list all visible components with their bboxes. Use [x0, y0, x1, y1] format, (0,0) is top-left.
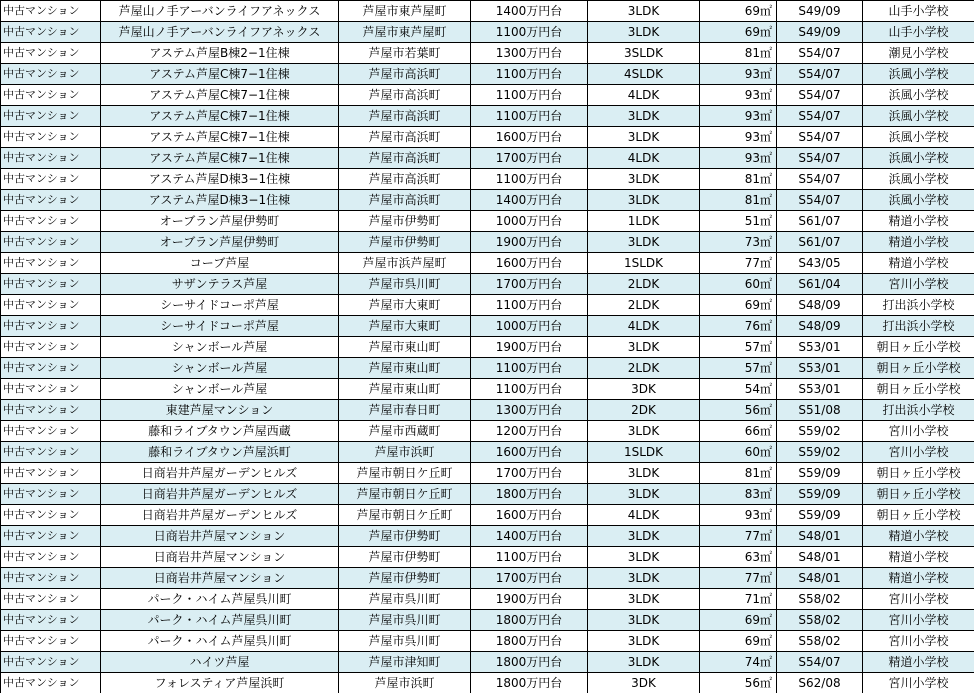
property-name-cell: 日商岩井芦屋ガーデンヒルズ [101, 484, 339, 505]
floor-plan-cell: 4LDK [588, 505, 700, 526]
price-cell: 1100万円台 [471, 358, 588, 379]
floor-plan-cell: 3LDK [588, 169, 700, 190]
property-name-cell: 日商岩井芦屋ガーデンヒルズ [101, 505, 339, 526]
floor-plan-cell: 3LDK [588, 232, 700, 253]
address-cell: 芦屋市東山町 [339, 337, 471, 358]
table-row [1, 379, 974, 400]
property-name-cell: 日商岩井芦屋マンション [101, 547, 339, 568]
built-date-cell: S54/07 [777, 106, 863, 127]
floor-plan-cell: 3LDK [588, 463, 700, 484]
address-cell: 芦屋市呉川町 [339, 589, 471, 610]
table-row [1, 568, 974, 589]
property-name-cell: アステム芦屋C棟7−1住棟 [101, 148, 339, 169]
school-district-cell: 宮川小学校 [863, 631, 974, 652]
built-date-cell: S49/09 [777, 1, 863, 22]
built-date-cell: S61/07 [777, 211, 863, 232]
listing-type-cell: 中古マンション [1, 505, 101, 526]
floor-plan-cell: 3LDK [588, 547, 700, 568]
school-district-cell: 朝日ヶ丘小学校 [863, 463, 974, 484]
property-name-cell: オーブラン芦屋伊勢町 [101, 232, 339, 253]
built-date-cell: S48/09 [777, 316, 863, 337]
price-cell: 1100万円台 [471, 295, 588, 316]
school-district-cell: 精道小学校 [863, 547, 974, 568]
address-cell: 芦屋市浜芦屋町 [339, 253, 471, 274]
floor-area-cell: 56㎡ [700, 400, 777, 421]
property-name-cell: シーサイドコーポ芦屋 [101, 295, 339, 316]
floor-plan-cell: 1LDK [588, 211, 700, 232]
floor-plan-cell: 3LDK [588, 568, 700, 589]
floor-plan-cell: 4LDK [588, 85, 700, 106]
address-cell: 芦屋市高浜町 [339, 106, 471, 127]
table-row [1, 421, 974, 442]
listing-type-cell: 中古マンション [1, 400, 101, 421]
price-cell: 1900万円台 [471, 337, 588, 358]
price-cell: 1000万円台 [471, 316, 588, 337]
floor-plan-cell: 3LDK [588, 589, 700, 610]
table-row [1, 64, 974, 85]
built-date-cell: S54/07 [777, 652, 863, 673]
listing-type-cell: 中古マンション [1, 106, 101, 127]
address-cell: 芦屋市伊勢町 [339, 232, 471, 253]
floor-area-cell: 81㎡ [700, 463, 777, 484]
address-cell: 芦屋市高浜町 [339, 85, 471, 106]
price-cell: 1100万円台 [471, 64, 588, 85]
table-row [1, 400, 974, 421]
address-cell: 芦屋市東芦屋町 [339, 1, 471, 22]
price-cell: 1300万円台 [471, 43, 588, 64]
price-cell: 1100万円台 [471, 547, 588, 568]
floor-plan-cell: 3LDK [588, 337, 700, 358]
address-cell: 芦屋市東芦屋町 [339, 22, 471, 43]
school-district-cell: 浜風小学校 [863, 169, 974, 190]
listing-type-cell: 中古マンション [1, 463, 101, 484]
listing-type-cell: 中古マンション [1, 1, 101, 22]
floor-area-cell: 83㎡ [700, 484, 777, 505]
address-cell: 芦屋市高浜町 [339, 169, 471, 190]
school-district-cell: 打出浜小学校 [863, 400, 974, 421]
property-name-cell: パーク・ハイム芦屋呉川町 [101, 589, 339, 610]
floor-plan-cell: 4LDK [588, 316, 700, 337]
floor-area-cell: 69㎡ [700, 631, 777, 652]
listing-type-cell: 中古マンション [1, 337, 101, 358]
table-row [1, 547, 974, 568]
built-date-cell: S59/09 [777, 484, 863, 505]
school-district-cell: 宮川小学校 [863, 673, 974, 693]
school-district-cell: 精道小学校 [863, 211, 974, 232]
address-cell: 芦屋市高浜町 [339, 148, 471, 169]
floor-plan-cell: 2LDK [588, 358, 700, 379]
built-date-cell: S61/07 [777, 232, 863, 253]
listing-type-cell: 中古マンション [1, 379, 101, 400]
property-name-cell: ハイツ芦屋 [101, 652, 339, 673]
floor-area-cell: 69㎡ [700, 610, 777, 631]
built-date-cell: S53/01 [777, 379, 863, 400]
school-district-cell: 宮川小学校 [863, 274, 974, 295]
floor-area-cell: 69㎡ [700, 22, 777, 43]
school-district-cell: 宮川小学校 [863, 442, 974, 463]
floor-area-cell: 57㎡ [700, 337, 777, 358]
floor-plan-cell: 2LDK [588, 274, 700, 295]
table-row [1, 505, 974, 526]
built-date-cell: S62/08 [777, 673, 863, 693]
listing-type-cell: 中古マンション [1, 652, 101, 673]
listing-type-cell: 中古マンション [1, 85, 101, 106]
address-cell: 芦屋市伊勢町 [339, 568, 471, 589]
listing-type-cell: 中古マンション [1, 253, 101, 274]
listing-type-cell: 中古マンション [1, 631, 101, 652]
table-row [1, 610, 974, 631]
table-row [1, 253, 974, 274]
listing-type-cell: 中古マンション [1, 568, 101, 589]
school-district-cell: 潮見小学校 [863, 43, 974, 64]
listing-type-cell: 中古マンション [1, 589, 101, 610]
address-cell: 芦屋市呉川町 [339, 274, 471, 295]
listing-type-cell: 中古マンション [1, 190, 101, 211]
price-cell: 1800万円台 [471, 631, 588, 652]
school-district-cell: 朝日ヶ丘小学校 [863, 358, 974, 379]
property-name-cell: 日商岩井芦屋マンション [101, 568, 339, 589]
price-cell: 1000万円台 [471, 211, 588, 232]
school-district-cell: 浜風小学校 [863, 127, 974, 148]
floor-area-cell: 69㎡ [700, 1, 777, 22]
built-date-cell: S58/02 [777, 589, 863, 610]
built-date-cell: S48/01 [777, 568, 863, 589]
floor-area-cell: 81㎡ [700, 43, 777, 64]
floor-area-cell: 76㎡ [700, 316, 777, 337]
property-name-cell: アステム芦屋C棟7−1住棟 [101, 127, 339, 148]
floor-plan-cell: 3LDK [588, 127, 700, 148]
property-name-cell: 藤和ライブタウン芦屋西蔵 [101, 421, 339, 442]
school-district-cell: 打出浜小学校 [863, 295, 974, 316]
listing-type-cell: 中古マンション [1, 148, 101, 169]
floor-plan-cell: 2DK [588, 400, 700, 421]
price-cell: 1700万円台 [471, 274, 588, 295]
property-name-cell: フォレスティア芦屋浜町 [101, 673, 339, 693]
property-name-cell: 日商岩井芦屋マンション [101, 526, 339, 547]
floor-area-cell: 77㎡ [700, 568, 777, 589]
floor-area-cell: 81㎡ [700, 169, 777, 190]
table-row [1, 274, 974, 295]
floor-area-cell: 56㎡ [700, 673, 777, 693]
price-cell: 1100万円台 [471, 169, 588, 190]
built-date-cell: S51/08 [777, 400, 863, 421]
floor-area-cell: 51㎡ [700, 211, 777, 232]
price-cell: 1700万円台 [471, 568, 588, 589]
listing-type-cell: 中古マンション [1, 547, 101, 568]
built-date-cell: S59/02 [777, 421, 863, 442]
listing-type-cell: 中古マンション [1, 484, 101, 505]
price-cell: 1400万円台 [471, 190, 588, 211]
price-cell: 1900万円台 [471, 232, 588, 253]
built-date-cell: S54/07 [777, 43, 863, 64]
address-cell: 芦屋市若葉町 [339, 43, 471, 64]
school-district-cell: 精道小学校 [863, 526, 974, 547]
table-row [1, 442, 974, 463]
address-cell: 芦屋市高浜町 [339, 64, 471, 85]
floor-plan-cell: 3LDK [588, 631, 700, 652]
address-cell: 芦屋市呉川町 [339, 631, 471, 652]
table-row [1, 22, 974, 43]
built-date-cell: S49/09 [777, 22, 863, 43]
table-row [1, 295, 974, 316]
table-row [1, 463, 974, 484]
price-cell: 1800万円台 [471, 610, 588, 631]
table-row [1, 1, 974, 22]
property-name-cell: 芦屋山ノ手アーバンライフアネックス [101, 1, 339, 22]
property-name-cell: アステム芦屋B棟2−1住棟 [101, 43, 339, 64]
floor-plan-cell: 3LDK [588, 652, 700, 673]
built-date-cell: S48/01 [777, 547, 863, 568]
floor-plan-cell: 2LDK [588, 295, 700, 316]
school-district-cell: 打出浜小学校 [863, 316, 974, 337]
floor-plan-cell: 3DK [588, 379, 700, 400]
table-row [1, 190, 974, 211]
school-district-cell: 浜風小学校 [863, 85, 974, 106]
built-date-cell: S54/07 [777, 148, 863, 169]
table-row [1, 526, 974, 547]
address-cell: 芦屋市大東町 [339, 295, 471, 316]
address-cell: 芦屋市東山町 [339, 358, 471, 379]
address-cell: 芦屋市朝日ケ丘町 [339, 505, 471, 526]
property-name-cell: サザンテラス芦屋 [101, 274, 339, 295]
school-district-cell: 浜風小学校 [863, 106, 974, 127]
listing-type-cell: 中古マンション [1, 526, 101, 547]
table-row [1, 673, 974, 693]
listing-type-cell: 中古マンション [1, 442, 101, 463]
listing-type-cell: 中古マンション [1, 274, 101, 295]
price-cell: 1700万円台 [471, 148, 588, 169]
school-district-cell: 浜風小学校 [863, 64, 974, 85]
school-district-cell: 浜風小学校 [863, 148, 974, 169]
floor-area-cell: 74㎡ [700, 652, 777, 673]
built-date-cell: S59/09 [777, 505, 863, 526]
price-cell: 1800万円台 [471, 673, 588, 693]
property-name-cell: アステム芦屋D棟3−1住棟 [101, 190, 339, 211]
address-cell: 芦屋市呉川町 [339, 610, 471, 631]
property-name-cell: パーク・ハイム芦屋呉川町 [101, 610, 339, 631]
property-name-cell: シャンボール芦屋 [101, 358, 339, 379]
floor-plan-cell: 3LDK [588, 610, 700, 631]
floor-area-cell: 60㎡ [700, 442, 777, 463]
address-cell: 芦屋市津知町 [339, 652, 471, 673]
table-row [1, 127, 974, 148]
floor-area-cell: 93㎡ [700, 106, 777, 127]
school-district-cell: 精道小学校 [863, 568, 974, 589]
floor-area-cell: 57㎡ [700, 358, 777, 379]
built-date-cell: S53/01 [777, 358, 863, 379]
floor-area-cell: 81㎡ [700, 190, 777, 211]
built-date-cell: S58/02 [777, 610, 863, 631]
floor-area-cell: 63㎡ [700, 547, 777, 568]
school-district-cell: 朝日ヶ丘小学校 [863, 379, 974, 400]
built-date-cell: S43/05 [777, 253, 863, 274]
listing-type-cell: 中古マンション [1, 211, 101, 232]
floor-plan-cell: 3LDK [588, 526, 700, 547]
floor-area-cell: 60㎡ [700, 274, 777, 295]
floor-plan-cell: 3SLDK [588, 43, 700, 64]
floor-area-cell: 93㎡ [700, 505, 777, 526]
floor-plan-cell: 1SLDK [588, 253, 700, 274]
price-cell: 1400万円台 [471, 526, 588, 547]
school-district-cell: 朝日ヶ丘小学校 [863, 505, 974, 526]
address-cell: 芦屋市春日町 [339, 400, 471, 421]
price-cell: 1100万円台 [471, 85, 588, 106]
price-cell: 1100万円台 [471, 106, 588, 127]
property-name-cell: シャンボール芦屋 [101, 337, 339, 358]
price-cell: 1600万円台 [471, 127, 588, 148]
property-name-cell: シャンボール芦屋 [101, 379, 339, 400]
listing-type-cell: 中古マンション [1, 610, 101, 631]
built-date-cell: S54/07 [777, 64, 863, 85]
built-date-cell: S59/09 [777, 463, 863, 484]
property-name-cell: アステム芦屋C棟7−1住棟 [101, 64, 339, 85]
address-cell: 芦屋市浜町 [339, 442, 471, 463]
floor-plan-cell: 3LDK [588, 421, 700, 442]
property-name-cell: オーブラン芦屋伊勢町 [101, 211, 339, 232]
table-row [1, 106, 974, 127]
table-row [1, 631, 974, 652]
built-date-cell: S48/01 [777, 526, 863, 547]
floor-plan-cell: 3LDK [588, 484, 700, 505]
address-cell: 芦屋市西蔵町 [339, 421, 471, 442]
floor-plan-cell: 3DK [588, 673, 700, 693]
floor-area-cell: 77㎡ [700, 253, 777, 274]
address-cell: 芦屋市高浜町 [339, 190, 471, 211]
listing-type-cell: 中古マンション [1, 43, 101, 64]
price-cell: 1900万円台 [471, 589, 588, 610]
table-row [1, 43, 974, 64]
floor-area-cell: 77㎡ [700, 526, 777, 547]
school-district-cell: 宮川小学校 [863, 589, 974, 610]
property-name-cell: コーブ芦屋 [101, 253, 339, 274]
property-name-cell: アステム芦屋C棟7−1住棟 [101, 85, 339, 106]
listing-type-cell: 中古マンション [1, 316, 101, 337]
table-body [1, 1, 974, 693]
floor-area-cell: 71㎡ [700, 589, 777, 610]
listing-type-cell: 中古マンション [1, 22, 101, 43]
table-row [1, 589, 974, 610]
school-district-cell: 山手小学校 [863, 1, 974, 22]
floor-plan-cell: 3LDK [588, 106, 700, 127]
listing-type-cell: 中古マンション [1, 232, 101, 253]
built-date-cell: S59/02 [777, 442, 863, 463]
address-cell: 芦屋市伊勢町 [339, 211, 471, 232]
floor-area-cell: 73㎡ [700, 232, 777, 253]
floor-area-cell: 93㎡ [700, 127, 777, 148]
price-cell: 1800万円台 [471, 484, 588, 505]
floor-area-cell: 93㎡ [700, 85, 777, 106]
school-district-cell: 朝日ヶ丘小学校 [863, 337, 974, 358]
school-district-cell: 精道小学校 [863, 253, 974, 274]
price-cell: 1700万円台 [471, 463, 588, 484]
built-date-cell: S54/07 [777, 85, 863, 106]
property-name-cell: シーサイドコーポ芦屋 [101, 316, 339, 337]
price-cell: 1600万円台 [471, 253, 588, 274]
address-cell: 芦屋市朝日ケ丘町 [339, 463, 471, 484]
listing-type-cell: 中古マンション [1, 673, 101, 693]
property-name-cell: 東建芦屋マンション [101, 400, 339, 421]
school-district-cell: 浜風小学校 [863, 190, 974, 211]
address-cell: 芦屋市伊勢町 [339, 526, 471, 547]
built-date-cell: S54/07 [777, 190, 863, 211]
floor-area-cell: 66㎡ [700, 421, 777, 442]
listing-type-cell: 中古マンション [1, 64, 101, 85]
property-name-cell: パーク・ハイム芦屋呉川町 [101, 631, 339, 652]
property-name-cell: 芦屋山ノ手アーバンライフアネックス [101, 22, 339, 43]
floor-plan-cell: 1SLDK [588, 442, 700, 463]
school-district-cell: 山手小学校 [863, 22, 974, 43]
address-cell: 芦屋市伊勢町 [339, 547, 471, 568]
price-cell: 1200万円台 [471, 421, 588, 442]
school-district-cell: 精道小学校 [863, 232, 974, 253]
built-date-cell: S58/02 [777, 631, 863, 652]
price-cell: 1300万円台 [471, 400, 588, 421]
table-row [1, 211, 974, 232]
table-row [1, 484, 974, 505]
school-district-cell: 朝日ヶ丘小学校 [863, 484, 974, 505]
built-date-cell: S48/09 [777, 295, 863, 316]
school-district-cell: 宮川小学校 [863, 421, 974, 442]
price-cell: 1600万円台 [471, 505, 588, 526]
price-cell: 1100万円台 [471, 379, 588, 400]
listing-type-cell: 中古マンション [1, 169, 101, 190]
property-name-cell: 藤和ライブタウン芦屋浜町 [101, 442, 339, 463]
floor-plan-cell: 4LDK [588, 148, 700, 169]
table-row [1, 148, 974, 169]
table-row [1, 358, 974, 379]
floor-plan-cell: 3LDK [588, 1, 700, 22]
floor-area-cell: 93㎡ [700, 64, 777, 85]
address-cell: 芦屋市朝日ケ丘町 [339, 484, 471, 505]
floor-plan-cell: 3LDK [588, 22, 700, 43]
property-name-cell: 日商岩井芦屋ガーデンヒルズ [101, 463, 339, 484]
address-cell: 芦屋市東山町 [339, 379, 471, 400]
built-date-cell: S54/07 [777, 169, 863, 190]
listing-type-cell: 中古マンション [1, 421, 101, 442]
listing-type-cell: 中古マンション [1, 358, 101, 379]
school-district-cell: 精道小学校 [863, 652, 974, 673]
listing-type-cell: 中古マンション [1, 295, 101, 316]
price-cell: 1100万円台 [471, 22, 588, 43]
listing-type-cell: 中古マンション [1, 127, 101, 148]
table-row [1, 85, 974, 106]
price-cell: 1800万円台 [471, 652, 588, 673]
floor-area-cell: 93㎡ [700, 148, 777, 169]
address-cell: 芦屋市高浜町 [339, 127, 471, 148]
table-row [1, 652, 974, 673]
address-cell: 芦屋市浜町 [339, 673, 471, 693]
table-row [1, 316, 974, 337]
table-row [1, 232, 974, 253]
built-date-cell: S61/04 [777, 274, 863, 295]
floor-plan-cell: 4SLDK [588, 64, 700, 85]
built-date-cell: S54/07 [777, 127, 863, 148]
property-name-cell: アステム芦屋C棟7−1住棟 [101, 106, 339, 127]
floor-area-cell: 69㎡ [700, 295, 777, 316]
table-row [1, 169, 974, 190]
table-row [1, 337, 974, 358]
price-cell: 1400万円台 [471, 1, 588, 22]
built-date-cell: S53/01 [777, 337, 863, 358]
price-cell: 1600万円台 [471, 442, 588, 463]
property-name-cell: アステム芦屋D棟3−1住棟 [101, 169, 339, 190]
floor-plan-cell: 3LDK [588, 190, 700, 211]
address-cell: 芦屋市大東町 [339, 316, 471, 337]
school-district-cell: 宮川小学校 [863, 610, 974, 631]
floor-area-cell: 54㎡ [700, 379, 777, 400]
